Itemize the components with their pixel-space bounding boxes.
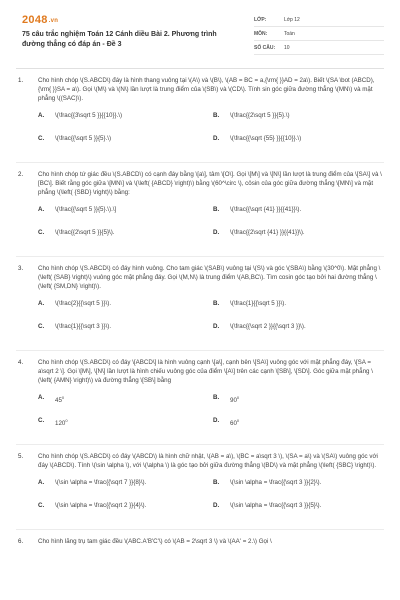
- option-label: C.: [38, 417, 45, 424]
- option-c[interactable]: [18, 500, 193, 511]
- option-label: C.: [38, 135, 45, 142]
- option-text: \(\frac{2}{{\sqrt 5 }}\).: [55, 300, 112, 307]
- option-label: A.: [38, 112, 45, 119]
- option-text: \(\sin \alpha = \frac{{\sqrt 2 }}{4}\).: [55, 502, 147, 509]
- question-text: Cho hình chóp tứ giác đều \(S.ABCD\) có cạnh đáy bằng \[a\], tâm \[O\]. Gọi \[M\] và \[N\] lần lượt là trung điểm của \[SA\] và \[BC\]. Biết rằng góc giữa \[MN\] và \(\left( {ABCD} \right)\) bằng \(60^\circ \), côsin của góc giữa đường thẳng \[MN\] và mặt phẳng \(\left( {SBD} \right)\) bằng:: [38, 171, 382, 196]
- document-title: 75 câu trắc nghiệm Toán 12 Cánh diều Bài 2. Phương trình đường thẳng có đáp án - Đề 3: [22, 31, 217, 48]
- option-text: [230, 415, 239, 426]
- option-label: A.: [38, 206, 45, 213]
- option-text: \(\frac{{\sqrt 5 }}{5}.\): [55, 135, 112, 142]
- option-c[interactable]: [18, 227, 193, 238]
- meta-row-subject: [254, 27, 384, 41]
- option-d[interactable]: [193, 321, 368, 332]
- option-text: \(\frac{{\sqrt 2 }}{{\sqrt 3 }}\).: [230, 323, 306, 330]
- question-6: [16, 537, 384, 552]
- option-label: B.: [213, 479, 220, 486]
- option-label: B.: [213, 394, 220, 401]
- option-label: C.: [38, 229, 45, 236]
- option-label: D.: [213, 135, 220, 142]
- option-b[interactable]: [193, 392, 368, 403]
- option-a[interactable]: [18, 110, 193, 121]
- option-text: \(\frac{{\sqrt {41} }}{{41}}\).: [230, 206, 302, 213]
- option-value: 90: [230, 397, 237, 405]
- option-label: C.: [38, 323, 45, 330]
- logo-suffix: .vn: [48, 18, 59, 24]
- question-text: Cho hình chóp \(S.ABCD\) có đáy \[ABCD\] là hình vuông cạnh \[a\], cạnh bên \[SA\] vuông góc với mặt phẳng đáy, \[SA = a\sqrt 2 \]. Gọi \[M\], \[N\] lần lượt là hình chiếu vuông góc của điểm \[A\] trên các cạnh \[SB\], \[SD\]. Góc giữa mặt phẳng \(\left( {AMN} \right)\) và đường thẳng \[SB\] bằng: [38, 359, 373, 384]
- question-number: 3.: [18, 265, 24, 272]
- degree-superscript: 0: [236, 395, 240, 400]
- question-3: [16, 264, 384, 351]
- option-a[interactable]: [18, 204, 193, 215]
- option-text: [55, 392, 64, 403]
- question-text: Cho hình chóp \(S.ABCD\) có đáy hình vuông. Cho tam giác \(SAB\) vuông tại \(S\) và góc \(SBA\) bằng \(30^0\). Mặt phẳng \(\left( {SAB} \right)\) vuông góc mặt phẳng đáy. Gọi \(M,N\) là trung điểm \(AB,BC\). Tìm cosin góc tạo bởi hai đường thẳng \(\left( {SM,DN} \right)\).: [38, 265, 381, 290]
- question-list: [16, 76, 384, 559]
- option-value: 45: [55, 397, 62, 405]
- option-b[interactable]: [193, 477, 368, 488]
- answer-options: [18, 477, 382, 511]
- option-d[interactable]: [193, 133, 368, 144]
- option-text: \(\frac{{\sqrt {55} }}{{10}}.\): [230, 135, 302, 142]
- option-label: A.: [38, 300, 45, 307]
- option-d[interactable]: [193, 500, 368, 511]
- option-text: \(\sin \alpha = \frac{{\sqrt 7 }}{8}\).: [55, 479, 147, 486]
- option-text: [230, 392, 239, 403]
- option-b[interactable]: [193, 298, 368, 309]
- option-value: 120: [55, 420, 66, 428]
- option-text: \(\sin \alpha = \frac{{\sqrt 3 }}{5}\).: [230, 502, 322, 509]
- meta-row-count: [254, 41, 384, 55]
- logo-text: 2048: [22, 14, 48, 26]
- meta-label: LỚP:: [254, 16, 267, 23]
- option-a[interactable]: [18, 298, 193, 309]
- question-number: 5.: [18, 453, 24, 460]
- meta-label: SỐ CÂU:: [254, 44, 276, 51]
- meta-value: Toán: [284, 30, 295, 37]
- option-d[interactable]: [193, 415, 368, 426]
- question-5: [16, 452, 384, 530]
- header: [0, 0, 400, 60]
- option-text: [55, 415, 68, 426]
- option-label: D.: [213, 229, 220, 236]
- option-c[interactable]: [18, 321, 193, 332]
- site-logo[interactable]: [22, 14, 58, 26]
- option-text: \(\frac{1}{{\sqrt 3 }}\).: [55, 323, 112, 330]
- question-number: 6.: [18, 538, 24, 545]
- option-label: B.: [213, 112, 220, 119]
- answer-options: [18, 204, 382, 238]
- answer-options: [18, 392, 382, 426]
- option-a[interactable]: [18, 392, 193, 403]
- question-text: Cho hình lăng trụ tam giác đều \(ABC.A'B'C'\) có \(AB = 2\sqrt 3 \) và \(AA' = 2.\) Gọi \: [38, 538, 272, 545]
- question-4: [16, 358, 384, 445]
- question-number: 4.: [18, 359, 24, 366]
- option-text: \(\frac{{3\sqrt 5 }}{{10}}.\): [55, 112, 123, 119]
- degree-superscript: 0: [65, 418, 68, 423]
- option-d[interactable]: [193, 227, 368, 238]
- option-text: \(\frac{{2\sqrt 5 }}{5}\).: [55, 229, 115, 236]
- option-label: B.: [213, 300, 220, 307]
- option-label: D.: [213, 323, 220, 330]
- option-label: A.: [38, 479, 45, 486]
- degree-superscript: 0: [61, 395, 65, 400]
- answer-options: [18, 298, 382, 332]
- header-divider: [16, 68, 384, 69]
- option-text: \(\frac{{2\sqrt 5 }}{5}.\): [230, 112, 290, 119]
- question-number: 1.: [18, 77, 24, 84]
- meta-box: [254, 13, 384, 55]
- option-label: C.: [38, 502, 45, 509]
- option-label: B.: [213, 206, 220, 213]
- option-value: 60: [230, 420, 237, 428]
- option-label: D.: [213, 417, 220, 424]
- option-text: \(\sin \alpha = \frac{{\sqrt 3 }}{2}\).: [230, 479, 322, 486]
- option-c[interactable]: [18, 133, 193, 144]
- option-b[interactable]: [193, 204, 368, 215]
- option-text: \(\frac{{2\sqrt {41} }}{{41}}\).: [230, 229, 305, 236]
- question-2: [16, 170, 384, 257]
- meta-row-class: [254, 13, 384, 27]
- option-b[interactable]: [193, 110, 368, 121]
- option-text: \(\frac{{\sqrt 5 }}{5}.\).\]: [55, 206, 117, 213]
- option-label: A.: [38, 394, 45, 401]
- option-a[interactable]: [18, 477, 193, 488]
- meta-value: Lớp 12: [284, 16, 300, 23]
- option-label: D.: [213, 502, 220, 509]
- option-text: \(\frac{1}{{\sqrt 5 }}\).: [230, 300, 287, 307]
- question-1: [16, 76, 384, 163]
- meta-value: 10: [284, 44, 290, 51]
- degree-superscript: 0: [236, 418, 240, 423]
- question-number: 2.: [18, 171, 24, 178]
- question-text: Cho hình chóp \(S.ABCD\) có đáy \(ABCD\) là hình chữ nhật, \(AB = a\), \(BC = a\sqrt 3 \), \(SA = a\) và \(SA\) vuông góc với đáy \(ABCD\). Tính \(\sin \alpha \), với \(\alpha \) là góc tạo bởi giữa đường thẳng \(BD\) và mặt phẳng \(\left( {SBC} \right)\).: [38, 453, 378, 469]
- meta-label: MÔN:: [254, 30, 268, 37]
- question-text: Cho hình chóp \(S.ABCD\) đáy là hình thang vuông tại \(A\) và \(B\), \(AB = BC = a,{\rm{ }}AD = 2a\). Biết \(SA \bot (ABCD),{\rm{ }}SA = a\). Gọi \(M\) và \(N\) lần lượt là trung điểm của \(SB\) và \(CD\). Tính sin góc giữa đường thẳng \(MN\) và mặt phẳng \((SAC)\).: [38, 77, 375, 102]
- answer-options: [18, 110, 382, 144]
- option-c[interactable]: [18, 415, 193, 426]
